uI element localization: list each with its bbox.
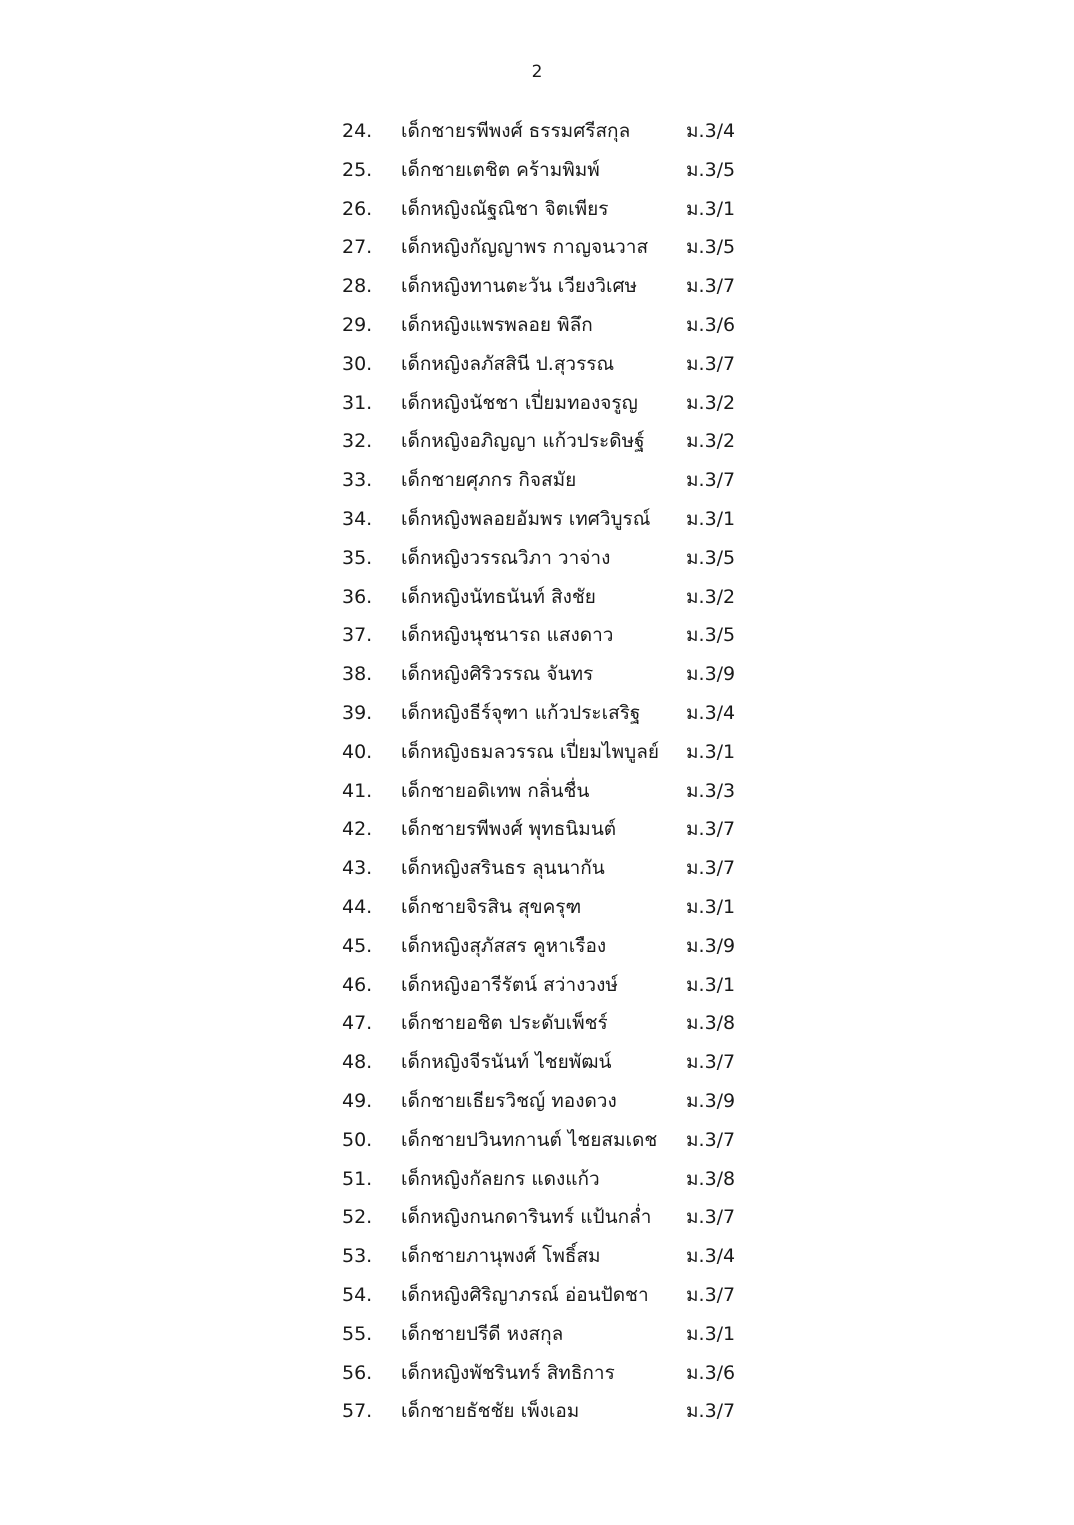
student-row — [0, 1198, 1074, 1237]
student-row — [0, 772, 1074, 811]
student-class: ม.3/7 — [686, 857, 736, 880]
student-row — [0, 1082, 1074, 1121]
student-number: 33. — [342, 469, 373, 492]
student-number: 45. — [342, 934, 373, 957]
student-number: 34. — [342, 507, 373, 530]
student-row — [0, 966, 1074, 1005]
student-class: ม.3/4 — [686, 701, 736, 724]
student-name: เด็กหญิงนัชชา เปี่ยมทองจรูญ — [401, 391, 638, 414]
student-number: 29. — [342, 313, 373, 336]
page-number: 2 — [531, 62, 543, 82]
student-number: 55. — [342, 1322, 373, 1345]
student-row — [0, 228, 1074, 267]
student-class: ม.3/8 — [686, 1167, 736, 1190]
student-name: เด็กชายเตชิต คร้ามพิมพ์ — [401, 158, 600, 181]
student-name: เด็กหญิงนุชนารถ แสงดาว — [401, 624, 614, 647]
student-number: 30. — [342, 352, 373, 375]
student-row — [0, 422, 1074, 461]
student-number: 53. — [342, 1245, 373, 1268]
student-name: เด็กหญิงวรรณวิภา วาจ่าง — [401, 546, 611, 569]
student-name: เด็กหญิงแพรพลอย พิลึก — [401, 313, 593, 336]
student-number: 54. — [342, 1283, 373, 1306]
student-name: เด็กหญิงจีรนันท์ ไชยพัฒน์ — [401, 1051, 612, 1074]
student-name: เด็กหญิงกนกดารินทร์ แป้นกล่ำ — [401, 1206, 652, 1229]
student-number: 39. — [342, 701, 373, 724]
student-number: 49. — [342, 1089, 373, 1112]
student-number: 37. — [342, 624, 373, 647]
student-class: ม.3/1 — [686, 507, 736, 530]
student-row — [0, 1315, 1074, 1354]
student-class: ม.3/7 — [686, 1128, 736, 1151]
student-row — [0, 888, 1074, 927]
student-number: 36. — [342, 585, 373, 608]
student-row — [0, 1004, 1074, 1043]
student-name: เด็กหญิงอารีรัตน์ สว่างวงษ์ — [401, 973, 618, 996]
student-number: 27. — [342, 236, 373, 259]
student-name: เด็กหญิงลภัสสินี ป.สุวรรณ — [401, 352, 615, 375]
student-class: ม.3/1 — [686, 895, 736, 918]
student-class: ม.3/7 — [686, 469, 736, 492]
student-row — [0, 500, 1074, 539]
student-name: เด็กหญิงศิริญาภรณ์ อ่อนปัดชา — [401, 1283, 649, 1306]
student-class: ม.3/5 — [686, 624, 736, 647]
student-class: ม.3/7 — [686, 352, 736, 375]
student-class: ม.3/1 — [686, 1322, 736, 1345]
student-class: ม.3/1 — [686, 197, 736, 220]
student-number: 48. — [342, 1051, 373, 1074]
student-row — [0, 384, 1074, 423]
student-number: 42. — [342, 818, 373, 841]
student-name: เด็กหญิงนัทธนันท์ สิงชัย — [401, 585, 596, 608]
student-name: เด็กชายภานุพงศ์ โพธิ์สม — [401, 1245, 601, 1268]
student-number: 46. — [342, 973, 373, 996]
student-row — [0, 1392, 1074, 1431]
student-number: 26. — [342, 197, 373, 220]
student-class: ม.3/1 — [686, 740, 736, 763]
student-row — [0, 1043, 1074, 1082]
student-number: 32. — [342, 430, 373, 453]
student-class: ม.3/7 — [686, 818, 736, 841]
student-number: 47. — [342, 1012, 373, 1035]
student-number: 43. — [342, 857, 373, 880]
student-number: 56. — [342, 1361, 373, 1384]
student-class: ม.3/5 — [686, 546, 736, 569]
student-row — [0, 849, 1074, 888]
student-name: เด็กชายจิรสิน สุขครุฑ — [401, 895, 582, 918]
student-class: ม.3/4 — [686, 1245, 736, 1268]
student-class: ม.3/7 — [686, 1283, 736, 1306]
student-name: เด็กหญิงกัญญาพร กาญจนวาส — [401, 236, 649, 259]
student-row — [0, 655, 1074, 694]
student-number: 25. — [342, 158, 373, 181]
student-name: เด็กชายธัชชัย เพ็งเอม — [401, 1400, 580, 1423]
student-name: เด็กหญิงอภิญญา แก้วประดิษฐ์ — [401, 430, 645, 453]
student-class: ม.3/7 — [686, 275, 736, 298]
student-row — [0, 267, 1074, 306]
student-number: 44. — [342, 895, 373, 918]
student-row — [0, 694, 1074, 733]
student-number: 52. — [342, 1206, 373, 1229]
student-row — [0, 461, 1074, 500]
student-row — [0, 1237, 1074, 1276]
student-number: 50. — [342, 1128, 373, 1151]
student-number: 41. — [342, 779, 373, 802]
student-name: เด็กหญิงพัชรินทร์ สิทธิการ — [401, 1361, 615, 1384]
student-row — [0, 578, 1074, 617]
student-row — [0, 190, 1074, 229]
student-class: ม.3/7 — [686, 1051, 736, 1074]
student-list — [0, 112, 1074, 1431]
student-row — [0, 616, 1074, 655]
student-name: เด็กชายศุภกร กิจสมัย — [401, 469, 577, 492]
student-class: ม.3/2 — [686, 585, 736, 608]
student-name: เด็กชายอชิต ประดับเพ็ชร์ — [401, 1012, 608, 1035]
student-row — [0, 1276, 1074, 1315]
student-name: เด็กหญิงสุภัสสร คูหาเรือง — [401, 934, 607, 957]
student-row — [0, 345, 1074, 384]
student-name: เด็กชายปรีดี หงสกุล — [401, 1322, 564, 1345]
student-class: ม.3/9 — [686, 934, 736, 957]
student-name: เด็กชายรพีพงศ์ ธรรมศรีสกุล — [401, 120, 631, 142]
student-name: เด็กชายเธียรวิชญ์ ทองดวง — [401, 1089, 617, 1112]
student-row — [0, 306, 1074, 345]
student-row — [0, 1354, 1074, 1393]
student-number: 28. — [342, 275, 373, 298]
student-name: เด็กหญิงธมลวรรณ เปี่ยมไพบูลย์ — [401, 740, 659, 763]
student-row — [0, 112, 1074, 151]
student-class: ม.3/4 — [686, 120, 736, 142]
student-number: 40. — [342, 740, 373, 763]
student-class: ม.3/5 — [686, 158, 736, 181]
student-number: 31. — [342, 391, 373, 414]
student-name: เด็กหญิงณัฐณิชา จิตเพียร — [401, 197, 609, 220]
student-class: ม.3/1 — [686, 973, 736, 996]
student-row — [0, 151, 1074, 190]
student-row — [0, 1121, 1074, 1160]
student-class: ม.3/2 — [686, 391, 736, 414]
student-number: 57. — [342, 1400, 373, 1423]
student-number: 24. — [342, 120, 373, 142]
student-number: 51. — [342, 1167, 373, 1190]
student-class: ม.3/6 — [686, 1361, 736, 1384]
student-name: เด็กหญิงทานตะวัน เวียงวิเศษ — [401, 275, 638, 298]
student-row — [0, 733, 1074, 772]
student-class: ม.3/8 — [686, 1012, 736, 1035]
student-number: 38. — [342, 663, 373, 686]
student-class: ม.3/5 — [686, 236, 736, 259]
student-name: เด็กหญิงสรินธร ลุนนากัน — [401, 857, 605, 880]
student-class: ม.3/9 — [686, 1089, 736, 1112]
student-row — [0, 927, 1074, 966]
student-class: ม.3/3 — [686, 779, 736, 802]
student-name: เด็กหญิงธีร์จุฑา แก้วประเสริฐ — [401, 701, 641, 724]
student-class: ม.3/6 — [686, 313, 736, 336]
student-name: เด็กหญิงศิริวรรณ จันทร — [401, 663, 594, 686]
student-name: เด็กชายอดิเทพ กลิ่นชื่น — [401, 779, 590, 802]
student-number: 35. — [342, 546, 373, 569]
student-row — [0, 539, 1074, 578]
student-class: ม.3/7 — [686, 1206, 736, 1229]
student-class: ม.3/2 — [686, 430, 736, 453]
student-name: เด็กหญิงพลอยอัมพร เทศวิบูรณ์ — [401, 507, 651, 530]
student-class: ม.3/7 — [686, 1400, 736, 1423]
student-name: เด็กหญิงกัลยกร แดงแก้ว — [401, 1167, 600, 1190]
student-row — [0, 1160, 1074, 1199]
student-name: เด็กชายรพีพงศ์ พุทธนิมนต์ — [401, 818, 617, 841]
student-row — [0, 810, 1074, 849]
student-name: เด็กชายปวินทกานต์ ไชยสมเดช — [401, 1128, 658, 1151]
student-class: ม.3/9 — [686, 663, 736, 686]
